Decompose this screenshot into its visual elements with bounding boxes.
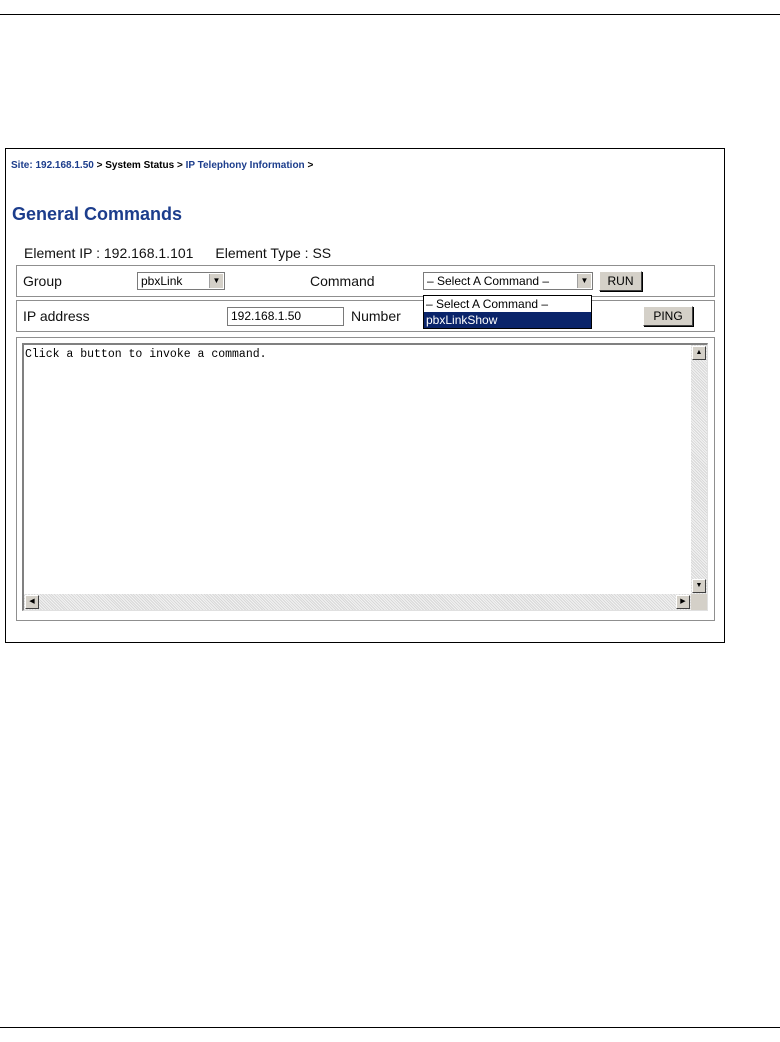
command-select-value: – Select A Command – — [427, 274, 550, 288]
breadcrumb-site-link[interactable]: Site: 192.168.1.50 — [11, 160, 94, 171]
chevron-down-icon[interactable]: ▼ — [577, 274, 591, 288]
page-title: General Commands — [12, 204, 183, 224]
number-label: Number — [351, 308, 401, 324]
command-output-textarea[interactable] — [22, 343, 708, 611]
group-select[interactable] — [137, 272, 225, 290]
breadcrumb-separator: > — [174, 160, 186, 171]
element-ip-label: Element IP : 192.168.1.101 — [24, 245, 194, 261]
breadcrumb — [11, 160, 313, 171]
group-label: Group — [23, 273, 62, 289]
breadcrumb-separator: > — [93, 160, 106, 171]
output-container — [16, 337, 715, 621]
run-button[interactable]: RUN — [599, 271, 642, 291]
chevron-down-icon[interactable]: ▼ — [209, 274, 223, 288]
breadcrumb-separator: > — [304, 160, 314, 171]
command-option-highlighted[interactable]: pbxLinkShow — [424, 312, 591, 328]
ip-address-input[interactable]: 192.168.1.50 — [227, 307, 344, 326]
command-row — [16, 265, 715, 297]
group-select-value: pbxLink — [141, 274, 183, 288]
command-dropdown-list — [423, 295, 592, 329]
scroll-right-icon[interactable]: ▶ — [676, 595, 690, 609]
command-option[interactable]: – Select A Command – — [426, 297, 549, 311]
ping-button[interactable]: PING — [643, 306, 693, 326]
scroll-left-icon[interactable]: ◀ — [25, 595, 39, 609]
general-commands-panel — [5, 148, 725, 643]
element-info — [24, 245, 331, 261]
breadcrumb-system-status[interactable]: System Status — [105, 160, 175, 171]
scroll-up-icon[interactable]: ▲ — [692, 346, 706, 360]
output-text: Click a button to invoke a command. — [25, 348, 267, 361]
scrollbar-corner — [691, 594, 707, 610]
ping-row — [16, 300, 715, 332]
breadcrumb-ip-telephony-link[interactable]: IP Telephony Information — [185, 160, 305, 171]
element-type-label: Element Type : SS — [215, 245, 332, 261]
top-rule — [0, 14, 780, 15]
scroll-down-icon[interactable]: ▼ — [692, 579, 706, 593]
bottom-rule — [0, 1027, 780, 1028]
command-label: Command — [310, 273, 375, 289]
command-select[interactable] — [423, 272, 593, 290]
vertical-scrollbar[interactable] — [691, 345, 707, 594]
horizontal-scrollbar[interactable] — [24, 594, 691, 610]
ip-address-label: IP address — [23, 308, 90, 324]
